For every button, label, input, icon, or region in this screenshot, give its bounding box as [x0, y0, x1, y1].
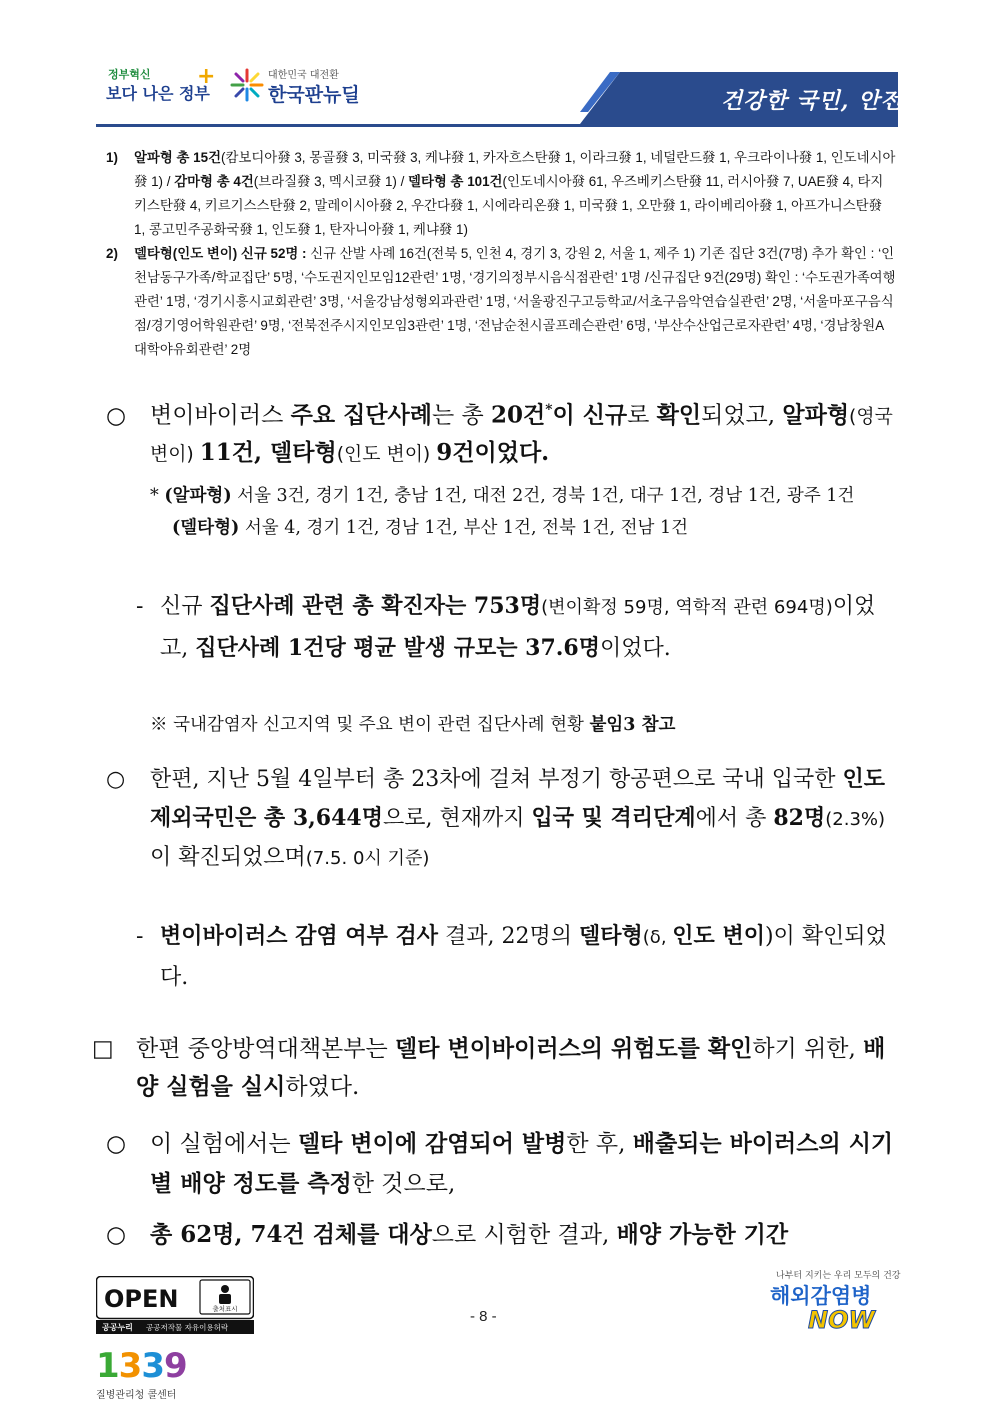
circle-bullet-icon: ○ — [106, 1222, 127, 1248]
header-divider — [96, 124, 898, 127]
overseas-infectious-disease-now-logo — [770, 1268, 902, 1340]
text-span: 한편, 지난 5월 4일부터 총 23차에 걸쳐 부정기 항공편으로 국내 입국한 — [150, 767, 843, 792]
text-span: 집단사례 1건당 평균 발생 규모는 37.6명 — [195, 635, 600, 661]
text-span: 는 총 — [431, 402, 492, 429]
text-span: (7.5. 0시 기준) — [305, 848, 430, 869]
paragraph-variant-test — [136, 916, 898, 998]
new-deal-burst-icon — [230, 68, 264, 102]
circle-bullet-icon: ○ — [106, 402, 127, 429]
attribution-person-icon — [221, 1285, 229, 1293]
text-span: 이 확진되었으며 — [150, 845, 306, 870]
text-span: 결과, 22명의 — [438, 924, 579, 949]
text-span: 하였다. — [285, 1074, 360, 1100]
kogl-open-license-badge — [96, 1276, 254, 1334]
text-span: 변이바이러스 감염 여부 검사 — [160, 923, 439, 949]
footnote-2 — [106, 242, 896, 362]
text-span: 알파형 — [782, 401, 850, 429]
text-span: 한 것으로, — [351, 1171, 456, 1197]
text-span: (영국 변이) — [150, 405, 893, 465]
text-span: 배출되는 바이러스의 시기별 배양 정도를 측정 — [150, 1130, 894, 1197]
paragraph-culture-experiment — [92, 1030, 898, 1106]
footnote-delta-new-head: 델타형(인도 변이) 신규 52명 : — [134, 246, 311, 261]
korean-new-deal-logo — [230, 64, 380, 110]
circle-bullet-icon: ○ — [106, 1131, 127, 1157]
text-span: 9건이었다. — [436, 438, 550, 466]
text-span: 확인 — [656, 401, 702, 429]
text-span: (δ, — [642, 927, 673, 948]
page-number: - 8 - — [470, 1308, 497, 1325]
call-center-label: 질병관리청 콜센터 — [96, 1390, 177, 1401]
footnote-alpha-body: (캄보디아發 3, 몽골發 3, 미국發 3, 케냐發 1, 카자흐스탄發 1, 이라크發 1, 네덜란드發 1, 우크라이나發 1, 인도네시아發 1) / — [134, 150, 896, 189]
government-innovation-logo — [106, 62, 216, 112]
text-span: 20건 — [491, 401, 546, 429]
call-center-number: 1339 — [96, 1346, 187, 1386]
alpha-regions: 서울 3건, 경기 1건, 충남 1건, 대전 2건, 경북 1건, 대구 1건, 경남 1건, 광주 1건 — [231, 486, 855, 506]
text-span: 델타형 — [579, 923, 643, 949]
text-span: 한편 중앙방역대책본부는 — [136, 1036, 396, 1062]
dash-bullet: - — [136, 924, 144, 949]
text-span: 배양 가능한 기간 — [616, 1221, 789, 1248]
footnotes — [106, 146, 896, 362]
delta-label: (델타형) — [172, 518, 240, 538]
text-span: )이 확인되었다. — [160, 924, 887, 990]
text-span: 배양 실험을 실시 — [136, 1035, 886, 1100]
attribution-label: 출처표시 — [212, 1305, 238, 1313]
footnote-delta-head: 델타형 총 101건 — [408, 174, 503, 189]
text-span: 하기 위한, — [752, 1036, 864, 1062]
logo-newdeal-big-text: 한국판뉴딜 — [268, 84, 360, 106]
kdca-call-center-logo — [96, 1346, 206, 1402]
reference-text: ※ 국내감염자 신고지역 및 주요 변이 관련 집단사례 현황 — [150, 715, 590, 735]
text-span: 델타 변이바이러스의 위험도를 확인 — [395, 1035, 753, 1062]
overseas-now: NOW — [808, 1306, 875, 1334]
text-span: 총 62명, 74건 검체를 대상 — [150, 1221, 432, 1248]
text-span: (인도 변이) — [336, 442, 437, 465]
text-span: 입국 및 격리단계 — [531, 805, 696, 831]
footnote-gamma-body: (브라질發 3, 멕시코發 1) / — [253, 174, 409, 189]
text-span: 한 후, — [566, 1131, 633, 1157]
open-label: OPEN — [104, 1285, 179, 1313]
paragraph-india-returnees — [106, 760, 898, 878]
footnote-mark: * — [545, 402, 553, 418]
text-span: 에서 총 — [695, 806, 774, 831]
reference-attachment: 붙임3 참고 — [589, 715, 676, 735]
text-span: 변이바이러스 — [150, 402, 291, 429]
reference-note — [150, 710, 898, 740]
paragraph-confirmed-total — [136, 586, 898, 669]
text-span: 이 신규 — [552, 401, 628, 429]
text-span: 주요 집단사례 — [290, 401, 432, 429]
plus-icon: + — [197, 64, 216, 89]
text-span: (2.3%) — [825, 809, 886, 830]
text-span: 신규 — [160, 594, 210, 619]
footnote-gamma-head: 감마형 총 4건 — [174, 174, 254, 189]
footnote-delta-new-body: 신규 산발 사례 16건(전북 5, 인천 4, 경기 3, 강원 2, 서울 1, 제주 1) 기존 집단 3건(7명) 추가 확인 : ‘인천남동구가족/학교집단’ 5명, ‘수도권지인모임12관련’ 1명, ‘경기의정부시음식점관련’ 1명 /신규집단 9건(29명) 확인 : ‘수도권가족여행관련’ 1명, ‘경기시흥시교회관련’ 3명, ‘서울강남성형외과관련’ 1명, ‘서울광진구고등학교/서초구음악연습실관련’ 2명, ‘서울마포구음식점/경기영어학원관련’ 9명, ‘전북전주시지인모임3관련’ 1명, ‘전남순천시골프레슨관련’ 6명, ‘부산수산업근로자관련’ 4명, ‘경남창원A대학야유회관련’ 2명 — [134, 246, 896, 357]
text-span: 이었다. — [599, 636, 671, 661]
dash-bullet: - — [136, 594, 144, 619]
text-span: 집단사례 관련 총 확진자는 753명 — [209, 593, 542, 619]
text-span: 되었고, — [701, 402, 783, 429]
overseas-tagline: 나부터 지키는 우리 모두의 건강 — [776, 1271, 901, 1281]
nuri-label: 공공누리 — [102, 1323, 133, 1332]
circle-bullet-icon: ○ — [106, 767, 126, 792]
footnote-1 — [106, 146, 896, 242]
overseas-title: 해외감염병 — [770, 1284, 872, 1308]
text-span: 인도 변이 — [672, 923, 765, 949]
text-span: 으로 시험한 결과, — [431, 1222, 617, 1248]
text-span: (변이확정 59명, 역학적 관련 694명) — [541, 597, 833, 618]
text-span: 이 실험에서는 — [150, 1131, 298, 1157]
paragraph-experiment-result — [106, 1216, 898, 1254]
delta-regions: 서울 4, 경기 1건, 경남 1건, 부산 1건, 전북 1건, 전남 1건 — [239, 518, 689, 538]
text-span: 82명 — [773, 805, 826, 831]
footnote-delta-body: (인도네시아發 61, 우즈베키스탄發 11, 러시아發 7, UAE發 4, 타지키스탄發 4, 키르기스스탄發 2, 말레이시아發 2, 우간다發 1, 시에라리온發 1, 미국發 1, 오만發 1, 라이베리아發 1, 아프가니스탄發 1, 콩고민주공화국發 1, 인도發 1, 탄자니아發 1, 케냐發 1) — [134, 174, 884, 237]
asterisk-mark: * — [150, 486, 159, 506]
text-span: 인도 제외국민은 총 3,644명 — [150, 766, 885, 831]
square-bullet-icon: □ — [92, 1036, 114, 1062]
footnote-alpha-head: 알파형 총 15건 — [134, 150, 222, 165]
logo-newdeal-small-text: 대한민국 대전환 — [268, 70, 339, 81]
text-span: 11건, 델타형 — [199, 438, 337, 466]
alpha-label: (알파형) — [164, 486, 232, 506]
text-span: 으로, 현재까지 — [382, 806, 532, 831]
footnote-number: 2) — [106, 246, 118, 261]
page-header — [0, 0, 992, 130]
logo-gov-big-text: 보다 나은 정부 — [106, 84, 210, 103]
logo-gov-small-text: 정부혁신 — [108, 68, 151, 81]
text-span: 로 — [627, 402, 657, 429]
cluster-breakdown-note — [150, 480, 898, 544]
slogan-text: 건강한 국민, 안전한 사회 — [720, 88, 978, 114]
text-span: 델타 변이에 감염되어 발병 — [297, 1130, 567, 1157]
paragraph-cluster-cases — [106, 392, 898, 472]
nuri-text: 공공저작물 자유이용허락 — [146, 1323, 229, 1332]
footnote-number: 1) — [106, 150, 118, 165]
text-span: 이었고, — [160, 594, 876, 661]
paragraph-experiment-method — [106, 1124, 898, 1204]
